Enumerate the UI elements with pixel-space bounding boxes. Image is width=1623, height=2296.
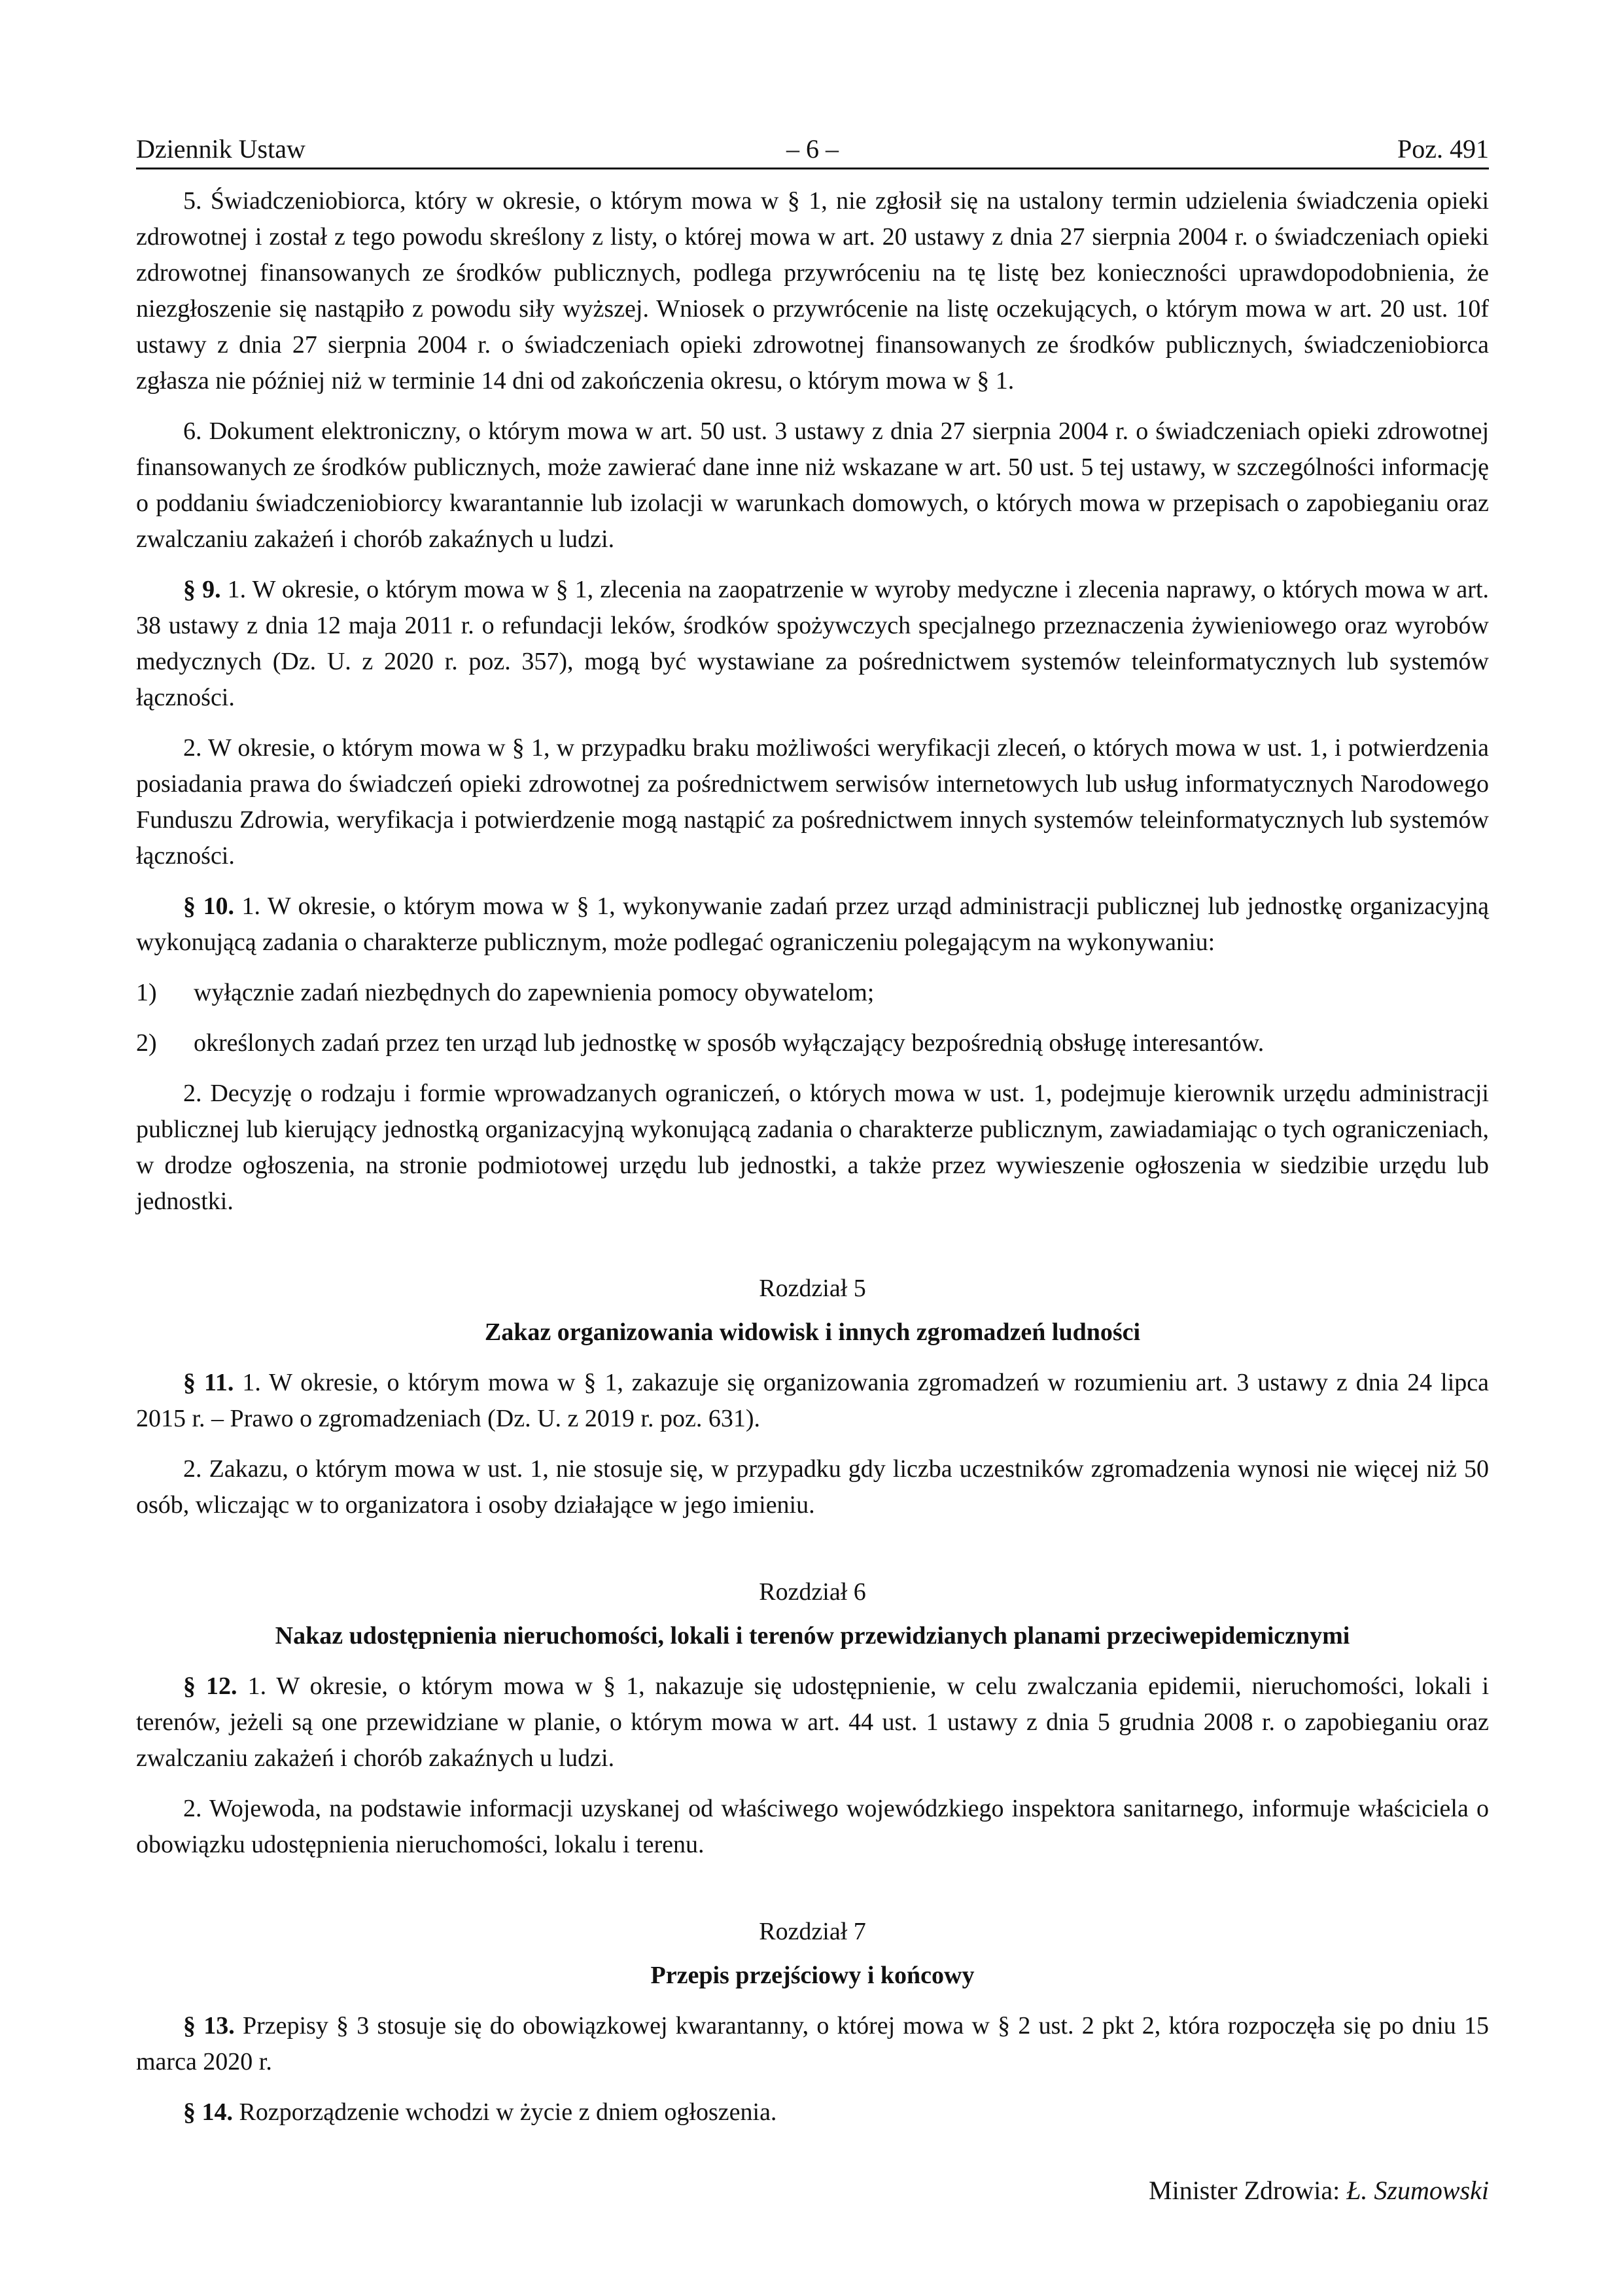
s11-paragraph-1 — [136, 1365, 1489, 1437]
signature-name: Ł. Szumowski — [1346, 2176, 1489, 2205]
chapter-7-label: Rozdział 7 — [759, 1918, 866, 1945]
s8-paragraph-6: 6. Dokument elektroniczny, o którym mowa w art. 50 ust. 3 ustawy z dnia 27 sierpnia 2004 r. o świadczeniach opieki zdrowotnej finansowanych ze środków publicznych, może zawierać dane inne niż wskazane w art. 50 ust. 5 tej ustawy, w szczególności informację o poddaniu świadczeniobiorcy kwarantannie lub izolacji w warunkach domowych, o których mowa w przepisach o zapobieganiu oraz zwalczaniu zakażeń i chorób zakaźnych u ludzi. — [136, 417, 1489, 553]
s13-paragraph — [136, 2008, 1489, 2080]
paragraph-text: 1. W okresie, o którym mowa w § 1, nakazuje się udostępnienie, w celu zwalczania epidemii, nieruchomości, lokali i terenów, jeżeli są one przewidziane w planie, o którym mowa w art. 44 ust. 1 ustawy z dnia 5 grudnia 2008 r. o zapobieganiu oraz zwalczaniu zakażeń i chorób zakaźnych u ludzi. — [136, 1672, 1490, 1772]
s10-paragraph-1 — [136, 889, 1489, 961]
s9-paragraph-2: 2. W okresie, o którym mowa w § 1, w przypadku braku możliwości weryfikacji zleceń, o których mowa w ust. 1, i potwierdzenia posiadania prawa do świadczeń opieki zdrowotnej za pośrednictwem serwisów internetowych lub usług informatycznych Narodowego Funduszu Zdrowia, weryfikacja i potwierdzenie mogą nastąpić za pośrednictwem innych systemów teleinformatycznych lub systemów łączności. — [136, 734, 1489, 870]
s9-paragraph-1 — [136, 572, 1489, 716]
signature-line — [136, 2172, 1489, 2208]
page-header — [136, 131, 1489, 169]
chapter-5-label: Rozdział 5 — [759, 1275, 866, 1302]
s14-paragraph — [136, 2094, 1489, 2130]
s10-list-item-1 — [136, 975, 1489, 1011]
paragraph-text: 1. W okresie, o którym mowa w § 1, zakazuje się organizowania zgromadzeń w rozumieniu art. 3 ustawy z dnia 24 lipca 2015 r. – Prawo o zgromadzeniach (Dz. U. z 2019 r. poz. 631). — [136, 1369, 1489, 1432]
paragraph-text: Rozporządzenie wchodzi w życie z dniem ogłoszenia. — [233, 2098, 777, 2126]
page-number: – 6 – — [786, 134, 839, 164]
position-number: Poz. 491 — [1397, 134, 1489, 164]
s10-paragraph-2: 2. Decyzję o rodzaju i formie wprowadzanych ograniczeń, o których mowa w ust. 1, podejmuje kierownik urzędu administracji publicznej lub kierujący jednostką organizacyjną wykonującą zadania o charakterze publicznym, zawiadamiając o tych ograniczeniach, w drodze ogłoszenia, na stronie podmiotowej urzędu lub jednostki, a także przez wywieszenie ogłoszenia w siedzibie urzędu lub jednostki. — [136, 1080, 1489, 1215]
s12-paragraph-1 — [136, 1669, 1489, 1776]
s10-list-item-2 — [136, 1025, 1489, 1061]
s8-paragraph-5: 5. Świadczeniobiorca, który w okresie, o którym mowa w § 1, nie zgłosił się na ustalony termin udzielenia świadczenia opieki zdrowotnej i został z tego powodu skreślony z listy, o której mowa w art. 20 ustawy z dnia 27 sierpnia 2004 r. o świadczeniach opieki zdrowotnej finansowanych ze środków publicznych, podlega przywróceniu na tę listę bez konieczności uprawdopodobnienia, że niezgłoszenie się nastąpiło z powodu siły wyższej. Wniosek o przywrócenie na listę oczekujących, o którym mowa w art. 20 ust. 10f ustawy z dnia 27 sierpnia 2004 r. o świadczeniach opieki zdrowotnej finansowanych ze środków publicznych, świadczeniobiorca zgłasza nie później niż w terminie 14 dni od zakończenia okresu, o którym mowa w § 1. — [136, 187, 1489, 395]
section-label: § 9. — [183, 576, 221, 603]
signature-role: Minister Zdrowia: — [1149, 2176, 1347, 2205]
list-number: 1) — [136, 979, 157, 1006]
section-label: § 14. — [183, 2098, 233, 2126]
chapter-5-title: Zakaz organizowania widowisk i innych zgromadzeń ludności — [484, 1318, 1141, 1346]
paragraph-text: 1. W okresie, o którym mowa w § 1, wykonywanie zadań przez urząd administracji publicznej lub jednostkę organizacyjną wykonującą zadania o charakterze publicznym, może podlegać ograniczeniu polegającym na wykonywaniu: — [136, 892, 1490, 956]
list-text: określonych zadań przez ten urząd lub jednostkę w sposób wyłączający bezpośrednią obsługę interesantów. — [194, 1029, 1265, 1057]
section-label: § 12. — [183, 1672, 237, 1700]
chapter-6-title: Nakaz udostępnienia nieruchomości, lokali i terenów przewidzianych planami przeciwepidemicznymi — [275, 1622, 1350, 1650]
paragraph-text: 1. W okresie, o którym mowa w § 1, zlecenia na zaopatrzenie w wyroby medyczne i zlecenia naprawy, o których mowa w art. 38 ustawy z dnia 12 maja 2011 r. o refundacji leków, środków spożywczych specjalnego przeznaczenia żywieniowego oraz wyrobów medycznych (Dz. U. z 2020 r. poz. 357), mogą być wystawiane za pośrednictwem systemów teleinformatycznych lub systemów łączności. — [136, 576, 1489, 711]
section-label: § 11. — [183, 1369, 234, 1396]
section-label: § 10. — [183, 892, 235, 920]
list-number: 2) — [136, 1029, 157, 1057]
list-text: wyłącznie zadań niezbędnych do zapewnienia pomocy obywatelom; — [194, 979, 875, 1006]
s12-paragraph-2: 2. Wojewoda, na podstawie informacji uzyskanej od właściwego wojewódzkiego inspektora sanitarnego, informuje właściciela o obowiązku udostępnienia nieruchomości, lokalu i terenu. — [136, 1795, 1489, 1858]
chapter-6-label: Rozdział 6 — [759, 1578, 866, 1606]
section-label: § 13. — [183, 2012, 235, 2040]
paragraph-text: Przepisy § 3 stosuje się do obowiązkowej kwarantanny, o której mowa w § 2 ust. 2 pkt 2, która rozpoczęła się po dniu 15 marca 2020 r. — [136, 2012, 1489, 2075]
document-body — [136, 183, 1489, 2208]
chapter-7-title: Przepis przejściowy i końcowy — [650, 1962, 975, 1989]
journal-name: Dziennik Ustaw — [136, 134, 305, 164]
s11-paragraph-2: 2. Zakazu, o którym mowa w ust. 1, nie stosuje się, w przypadku gdy liczba uczestników zgromadzenia wynosi nie więcej niż 50 osób, wliczając w to organizatora i osoby działające w jego imieniu. — [136, 1455, 1489, 1519]
